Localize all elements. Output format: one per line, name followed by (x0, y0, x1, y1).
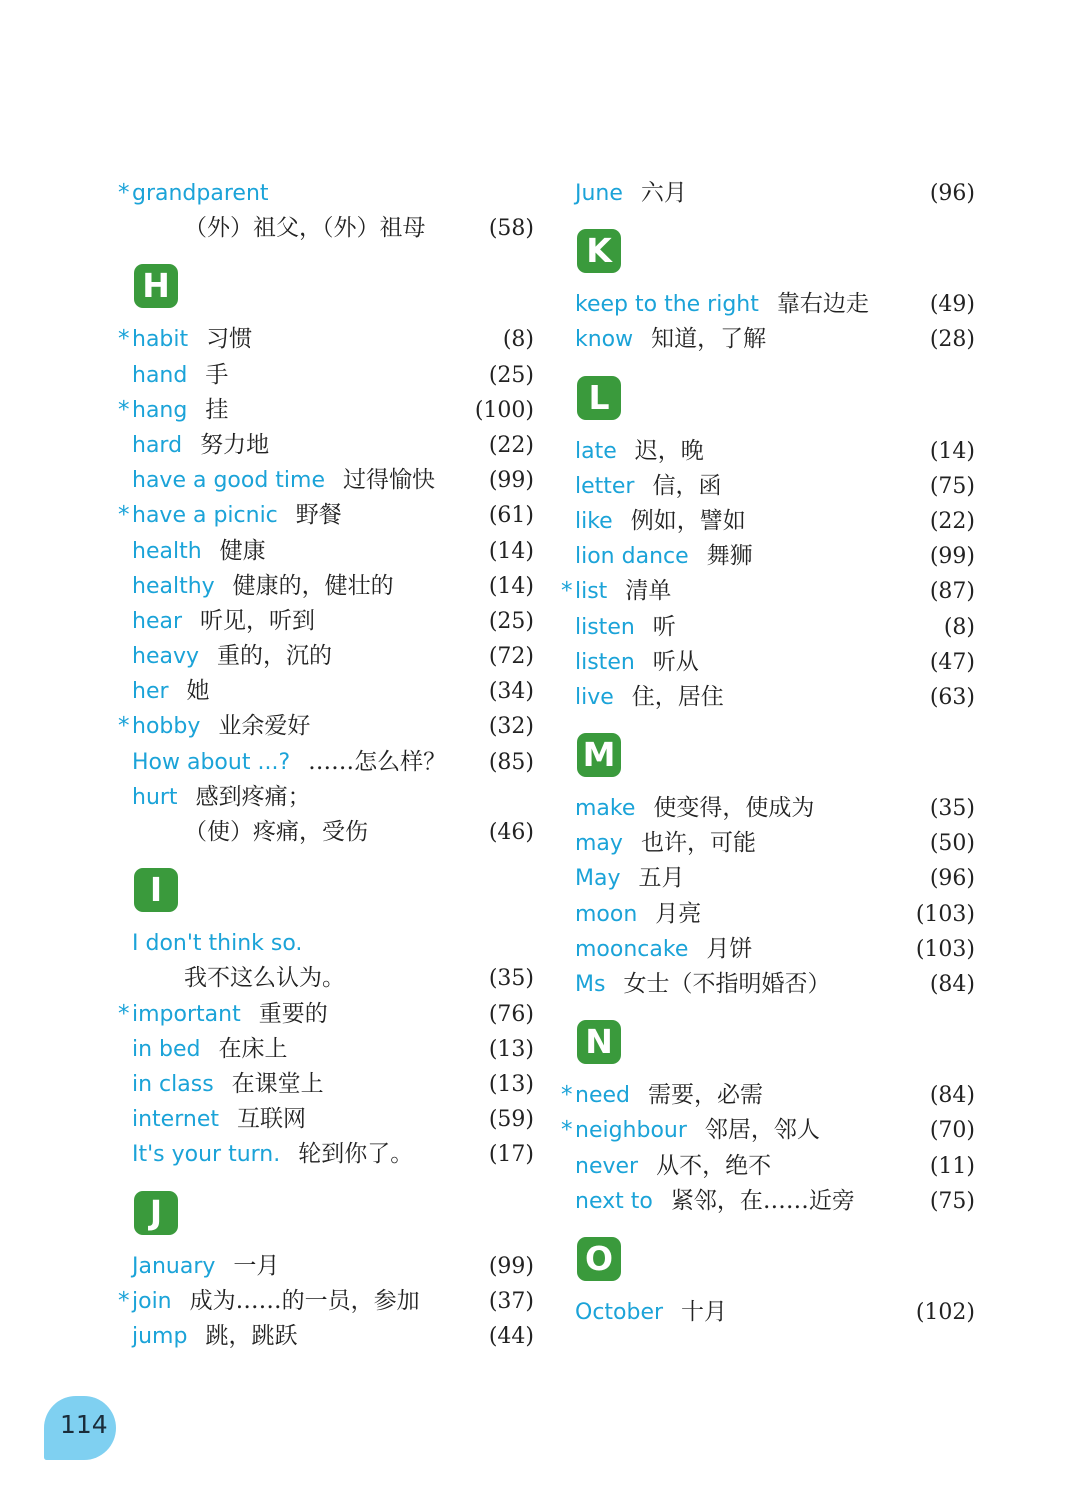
entry-line (575, 1078, 763, 1114)
definition: 知道，了解 (651, 326, 767, 353)
entry-listen (561, 610, 975, 645)
entry-line (132, 569, 394, 605)
headword: health (132, 538, 202, 564)
entry-line (132, 1137, 413, 1173)
entry-line (132, 709, 310, 745)
headword: need (575, 1083, 630, 1109)
page-reference: (47) (929, 649, 975, 675)
entry-line (132, 1284, 420, 1320)
headword: neighbour (575, 1118, 687, 1144)
letter-badge: N (577, 1020, 621, 1064)
entry-healthy (118, 569, 534, 604)
entry-line (132, 997, 328, 1033)
definition: 在课堂上 (231, 1070, 324, 1097)
headword: I don't think so. (132, 931, 303, 957)
page-reference: (75) (929, 1188, 975, 1214)
entry-know (561, 322, 975, 357)
definition: （外）祖父，（外）祖母 (184, 215, 426, 242)
entry-next-to (561, 1184, 975, 1219)
page-reference: (96) (929, 181, 975, 206)
entry-line (575, 176, 687, 212)
optional-marker: * (118, 713, 130, 740)
right-column (561, 176, 975, 1330)
entry-line (575, 469, 721, 505)
section-header-j (118, 1187, 534, 1245)
headword: January (132, 1253, 216, 1279)
headword: live (575, 684, 614, 710)
entry-line (132, 1319, 297, 1355)
headword: important (132, 1001, 241, 1027)
headword: never (575, 1153, 639, 1179)
headword: next to (575, 1188, 653, 1214)
section-header-h (118, 260, 534, 318)
page-number: 114 (60, 1410, 108, 1439)
page-reference: (14) (488, 573, 534, 599)
definition: 十月 (681, 1298, 728, 1325)
letter-badge: K (577, 229, 621, 273)
optional-marker: * (118, 502, 130, 529)
headword: join (132, 1288, 172, 1314)
entry-line (132, 745, 446, 781)
page-reference: (37) (488, 1288, 534, 1314)
entry-in-bed (118, 1032, 534, 1067)
page-reference: (35) (488, 966, 534, 992)
entry-line (132, 322, 252, 358)
entry-line (575, 574, 671, 610)
page-reference: (25) (488, 362, 534, 388)
entry-listen (561, 645, 975, 680)
entry-line (575, 1149, 771, 1185)
headword: may (575, 831, 623, 857)
entry-line (575, 680, 724, 716)
page-reference: (87) (929, 579, 975, 605)
definition: 轮到你了。 (298, 1141, 414, 1168)
entry-hurt (118, 780, 534, 815)
definition: 成为……的一员，参加 (189, 1287, 420, 1314)
definition: 使变得，使成为 (653, 795, 815, 822)
definition: 挂 (205, 396, 229, 423)
entry-line (132, 1067, 324, 1103)
definition: 听见，听到 (200, 607, 316, 634)
letter-badge: J (134, 1191, 178, 1235)
entry-late (561, 434, 975, 469)
entry-may (561, 826, 975, 861)
headword: make (575, 796, 636, 822)
definition: 女士（不指明婚否） (623, 971, 831, 997)
headword: October (575, 1299, 664, 1325)
page-reference: (22) (929, 508, 975, 534)
entry-have-a-picnic (118, 498, 534, 533)
entry-like (561, 504, 975, 539)
optional-marker: * (561, 578, 573, 605)
headword: in class (132, 1071, 214, 1097)
definition: 月饼 (706, 935, 753, 962)
entry-january (118, 1249, 534, 1284)
headword: June (575, 181, 623, 206)
entry-health (118, 534, 534, 569)
page-reference: (50) (929, 831, 975, 857)
headword: letter (575, 473, 635, 499)
entry-line (575, 897, 701, 933)
page-reference: (13) (488, 1071, 534, 1097)
definition: （使）疼痛，受伤 (184, 819, 368, 845)
definition: 一月 (233, 1252, 280, 1279)
entry-line (575, 861, 684, 897)
entry-line (575, 1184, 855, 1220)
headword: know (575, 327, 634, 353)
entry-line (575, 287, 869, 323)
entry-neighbour (561, 1113, 975, 1148)
section-header-o (561, 1233, 975, 1291)
definition: 住，居住 (631, 683, 724, 710)
headword: hand (132, 362, 188, 388)
entry-hard (118, 428, 534, 463)
entry-her (118, 674, 534, 709)
entry-line (132, 639, 332, 675)
entry-line (575, 826, 756, 862)
page-reference: (22) (488, 432, 534, 458)
page-reference: (70) (929, 1118, 975, 1144)
entry-line (132, 926, 302, 962)
page-reference: (35) (929, 796, 975, 822)
entry-line (575, 645, 699, 681)
definition: 在床上 (218, 1035, 288, 1062)
entry-hobby (118, 709, 534, 744)
entry-line (132, 780, 311, 816)
entry-ms (561, 967, 975, 1002)
definition: 邻居，邻人 (704, 1117, 820, 1144)
optional-marker: * (561, 1082, 573, 1109)
entry-i-don-t-think-so (118, 926, 534, 961)
entry-grandparent (118, 176, 534, 211)
optional-marker: * (118, 180, 130, 206)
entry-line (132, 498, 342, 534)
definition: 习惯 (206, 326, 253, 353)
section-header-n (561, 1016, 975, 1074)
entry-important (118, 997, 534, 1032)
definition: 靠右边走 (776, 291, 869, 318)
optional-marker: * (118, 326, 130, 353)
entry-jump (118, 1319, 534, 1354)
definition: 月亮 (655, 900, 702, 927)
headword: Ms (575, 972, 606, 997)
page-reference: (84) (929, 1083, 975, 1109)
entry-line (132, 1102, 306, 1138)
page-reference: (63) (929, 684, 975, 710)
definition: 例如，譬如 (630, 507, 746, 534)
headword: listen (575, 614, 635, 640)
headword: hang (132, 397, 188, 423)
headword: healthy (132, 573, 215, 599)
section-header-i (118, 864, 534, 922)
headword: It's your turn. (132, 1142, 281, 1168)
definition: 信，函 (652, 472, 722, 499)
headword: hobby (132, 714, 201, 740)
entry-line (575, 504, 746, 540)
page-reference: (8) (502, 327, 534, 353)
letter-badge: L (577, 376, 621, 420)
section-header-k (561, 225, 975, 283)
definition: 感到疼痛； (195, 783, 311, 810)
entry-heavy (118, 639, 534, 674)
entry-lion-dance (561, 539, 975, 574)
entry-line (575, 610, 676, 646)
definition: 需要，必需 (647, 1082, 763, 1109)
entry-continuation (118, 815, 534, 850)
entry-line (132, 428, 269, 464)
headword: lion dance (575, 544, 689, 570)
letter-badge: O (577, 1237, 621, 1281)
entry-line (575, 1295, 727, 1331)
entry-list (561, 574, 975, 609)
definition: 重的，沉的 (217, 643, 332, 670)
page-reference: (49) (929, 292, 975, 318)
page-reference: (100) (474, 397, 534, 423)
page-reference: (59) (488, 1107, 534, 1133)
headword: heavy (132, 644, 199, 670)
entry-internet (118, 1102, 534, 1137)
page-reference: (14) (488, 538, 534, 564)
optional-marker: * (118, 1000, 130, 1027)
page-reference: (11) (929, 1153, 975, 1179)
page-reference: (25) (488, 608, 534, 634)
headword: mooncake (575, 936, 689, 962)
definition: 清单 (625, 578, 672, 605)
page-reference: (28) (929, 327, 975, 353)
entry-keep-to-the-right (561, 287, 975, 322)
definition: 健康 (219, 537, 266, 564)
page-reference: (85) (488, 749, 534, 775)
entry-line (575, 322, 766, 358)
definition: ……怎么样？ (308, 748, 447, 775)
letter-badge: H (134, 264, 178, 308)
headword: have a good time (132, 468, 325, 494)
entry-october (561, 1295, 975, 1330)
page-reference: (8) (943, 614, 975, 640)
optional-marker: * (561, 1117, 573, 1144)
section-header-m (561, 729, 975, 787)
definition: 听 (652, 613, 676, 640)
entry-make (561, 791, 975, 826)
page-reference: (99) (929, 544, 975, 570)
entry-hang (118, 393, 534, 428)
page-reference: (99) (488, 1253, 534, 1279)
definition: 重要的 (258, 1000, 328, 1027)
entry-in-class (118, 1067, 534, 1102)
definition: 紧邻，在……近旁 (670, 1187, 855, 1214)
entry-line (132, 393, 228, 429)
headword: internet (132, 1107, 219, 1133)
page-reference: (58) (488, 216, 534, 242)
entry-habit (118, 322, 534, 357)
entry-need (561, 1078, 975, 1113)
optional-marker: * (118, 396, 130, 423)
entry-how-about (118, 745, 534, 780)
entry-never (561, 1149, 975, 1184)
page-reference: (76) (488, 1001, 534, 1027)
headword: keep to the right (575, 292, 759, 318)
page-reference: (72) (488, 644, 534, 670)
headword: hear (132, 608, 183, 634)
entry-line (575, 434, 704, 470)
entry-line (575, 932, 752, 968)
page-reference: (61) (488, 503, 534, 529)
section-header-l (561, 372, 975, 430)
headword: grandparent (132, 181, 269, 206)
page-reference: (103) (915, 901, 975, 927)
entry-have-a-good-time (118, 463, 534, 498)
entry-may (561, 861, 975, 896)
definition: 互联网 (236, 1106, 306, 1133)
entry-hand (118, 358, 534, 393)
headword: list (575, 579, 608, 605)
entry-line (132, 1032, 288, 1068)
entry-moon (561, 897, 975, 932)
definition: 她 (186, 678, 210, 705)
entry-mooncake (561, 932, 975, 967)
entry-live (561, 680, 975, 715)
definition: 健康的，健壮的 (232, 572, 394, 599)
page-reference: (84) (929, 972, 975, 997)
definition: 舞狮 (706, 543, 753, 570)
entry-june (561, 176, 975, 211)
page-reference: (102) (915, 1299, 975, 1325)
letter-badge: M (577, 733, 621, 777)
page-reference: (44) (488, 1323, 534, 1349)
entry-line (575, 539, 753, 575)
page-reference: (34) (488, 679, 534, 705)
definition: 跳，跳跃 (205, 1322, 298, 1349)
entry-line (132, 463, 435, 499)
entry-line (132, 674, 210, 710)
definition: 努力地 (200, 431, 270, 458)
entry-line (132, 358, 228, 394)
page-reference: (14) (929, 438, 975, 464)
page-reference: (46) (488, 820, 534, 845)
entry-line (575, 967, 830, 1003)
definition: 六月 (640, 180, 687, 206)
definition: 野餐 (295, 502, 342, 529)
headword: hurt (132, 784, 178, 810)
definition: 过得愉快 (343, 467, 435, 494)
definition: 听从 (652, 648, 699, 675)
entry-continuation (118, 211, 534, 246)
headword: have a picnic (132, 503, 278, 529)
headword: jump (132, 1323, 188, 1349)
entry-join (118, 1284, 534, 1319)
headword: How about ...? (132, 749, 291, 775)
definition: 五月 (638, 865, 685, 892)
headword: like (575, 508, 613, 534)
headword: late (575, 438, 617, 464)
entry-line (132, 1249, 279, 1285)
entry-line (132, 604, 315, 640)
entry-line (575, 1113, 820, 1149)
left-column (118, 176, 534, 1354)
definition: 我不这么认为。 (184, 965, 345, 992)
definition: 也许，可能 (640, 830, 756, 857)
headword: hard (132, 432, 183, 458)
page-reference: (32) (488, 714, 534, 740)
entry-hear (118, 604, 534, 639)
headword: in bed (132, 1036, 201, 1062)
headword: moon (575, 901, 638, 927)
page-reference: (13) (488, 1036, 534, 1062)
definition: 业余爱好 (218, 713, 311, 740)
headword: habit (132, 327, 189, 353)
page-reference: (99) (488, 468, 534, 494)
page-reference: (96) (929, 866, 975, 892)
optional-marker: * (118, 1287, 130, 1314)
page-reference: (75) (929, 473, 975, 499)
definition: 手 (205, 361, 229, 388)
entry-line (575, 791, 814, 827)
entry-letter (561, 469, 975, 504)
headword: listen (575, 649, 635, 675)
letter-badge: I (134, 868, 178, 912)
definition: 迟，晚 (634, 437, 704, 464)
entry-it-s-your-turn (118, 1137, 534, 1172)
entry-continuation (118, 961, 534, 996)
entry-line (132, 176, 269, 212)
page-reference: (103) (915, 936, 975, 962)
page-reference: (17) (488, 1142, 534, 1168)
definition: 从不，绝不 (656, 1152, 772, 1179)
entry-line (132, 534, 266, 570)
headword: May (575, 866, 621, 892)
headword: her (132, 679, 169, 705)
